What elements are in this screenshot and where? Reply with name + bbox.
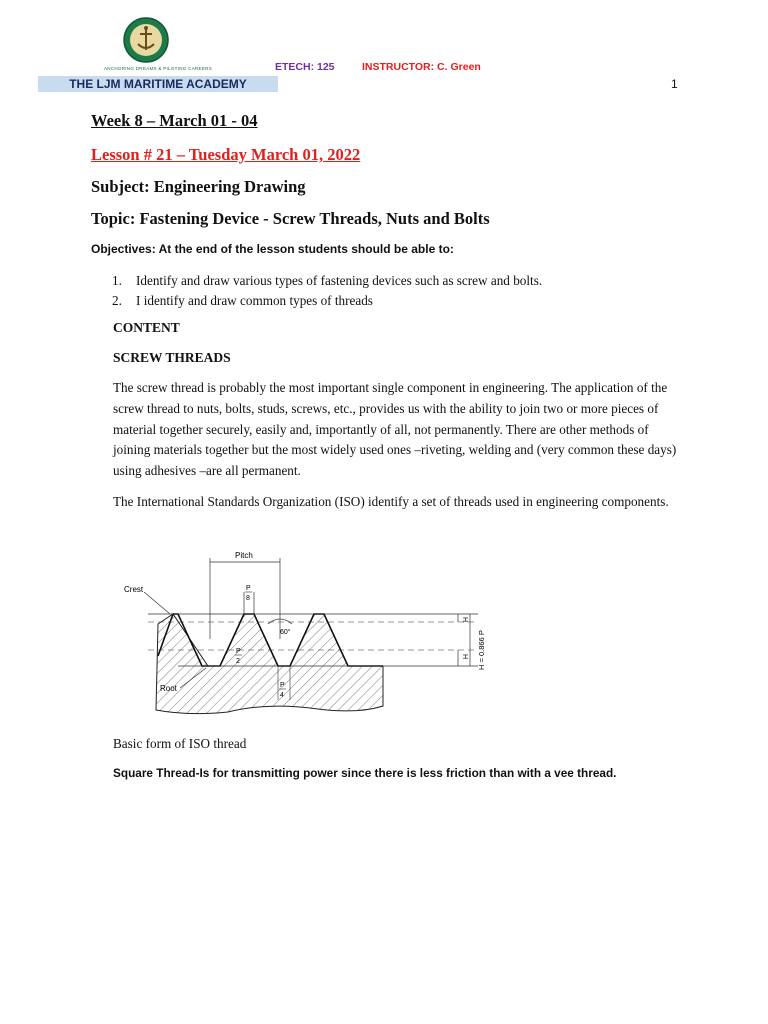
list-text: I identify and draw common types of threads bbox=[136, 293, 373, 308]
week-heading: Week 8 – March 01 - 04 bbox=[91, 111, 258, 130]
screw-threads-heading: SCREW THREADS bbox=[113, 350, 231, 365]
list-item bbox=[112, 291, 542, 311]
thread-body bbox=[156, 614, 383, 714]
academy-logo bbox=[38, 14, 278, 92]
logo-tagline: ANCHORING DREAMS & PILOTING CAREERS bbox=[103, 66, 212, 71]
list-number: 2. bbox=[112, 293, 122, 308]
course-code: ETECH: 125 bbox=[275, 61, 335, 73]
label-p8-den: 8 bbox=[246, 595, 250, 602]
content-heading: CONTENT bbox=[113, 320, 180, 335]
label-pitch: Pitch bbox=[235, 551, 253, 560]
list-item bbox=[112, 271, 542, 291]
label-p8-num: P bbox=[246, 585, 251, 592]
lesson-title: Lesson # 21 – Tuesday March 01, 2022 bbox=[91, 145, 361, 164]
objectives-list bbox=[112, 271, 542, 311]
label-p4-den: 4 bbox=[280, 692, 284, 699]
label-root: Root bbox=[160, 684, 177, 693]
iso-thread-diagram bbox=[118, 544, 498, 724]
subject-heading: Subject: Engineering Drawing bbox=[91, 177, 306, 196]
label-p2-den: 2 bbox=[236, 658, 240, 665]
figure-caption: Basic form of ISO thread bbox=[113, 736, 247, 751]
list-number: 1. bbox=[112, 273, 122, 288]
label-h-formula: H = 0.866 P bbox=[477, 630, 486, 670]
label-h4: H bbox=[461, 654, 468, 660]
label-h8: H bbox=[461, 617, 468, 623]
page-number: 1 bbox=[671, 77, 678, 91]
paragraph-iso: The International Standards Organization (ISO) identify a set of threads used in engineering components. bbox=[113, 494, 669, 509]
document-header bbox=[0, 0, 768, 100]
objectives-heading: Objectives: At the end of the lesson students should be able to: bbox=[91, 242, 454, 256]
paragraph-screw-thread: The screw thread is probably the most important single component in engineering. The application of the screw thread to nuts, bolts, studs, screws, etc., provides us with the ability to join two or more pieces of material together securely, easily and, importantly of all, not permanently. There are other methods of joining materials together but the most widely used ones –riveting, welding and (very common these days) using adhesives –are all permanent. bbox=[113, 380, 677, 479]
list-text: Identify and draw various types of fastening devices such as screw and bolts. bbox=[136, 273, 543, 288]
instructor-name: INSTRUCTOR: C. Green bbox=[362, 61, 481, 73]
square-thread-note: Square Thread-Is for transmitting power since there is less friction than with a vee thread. bbox=[113, 766, 617, 780]
label-crest: Crest bbox=[124, 585, 144, 594]
academy-emblem-icon bbox=[122, 16, 170, 64]
topic-heading: Topic: Fastening Device - Screw Threads, Nuts and Bolts bbox=[91, 209, 490, 228]
label-angle: 60° bbox=[280, 629, 291, 636]
academy-name: THE LJM MARITIME ACADEMY bbox=[69, 77, 247, 91]
label-p2-num: P bbox=[236, 648, 241, 655]
label-p4-num: P bbox=[280, 682, 285, 689]
